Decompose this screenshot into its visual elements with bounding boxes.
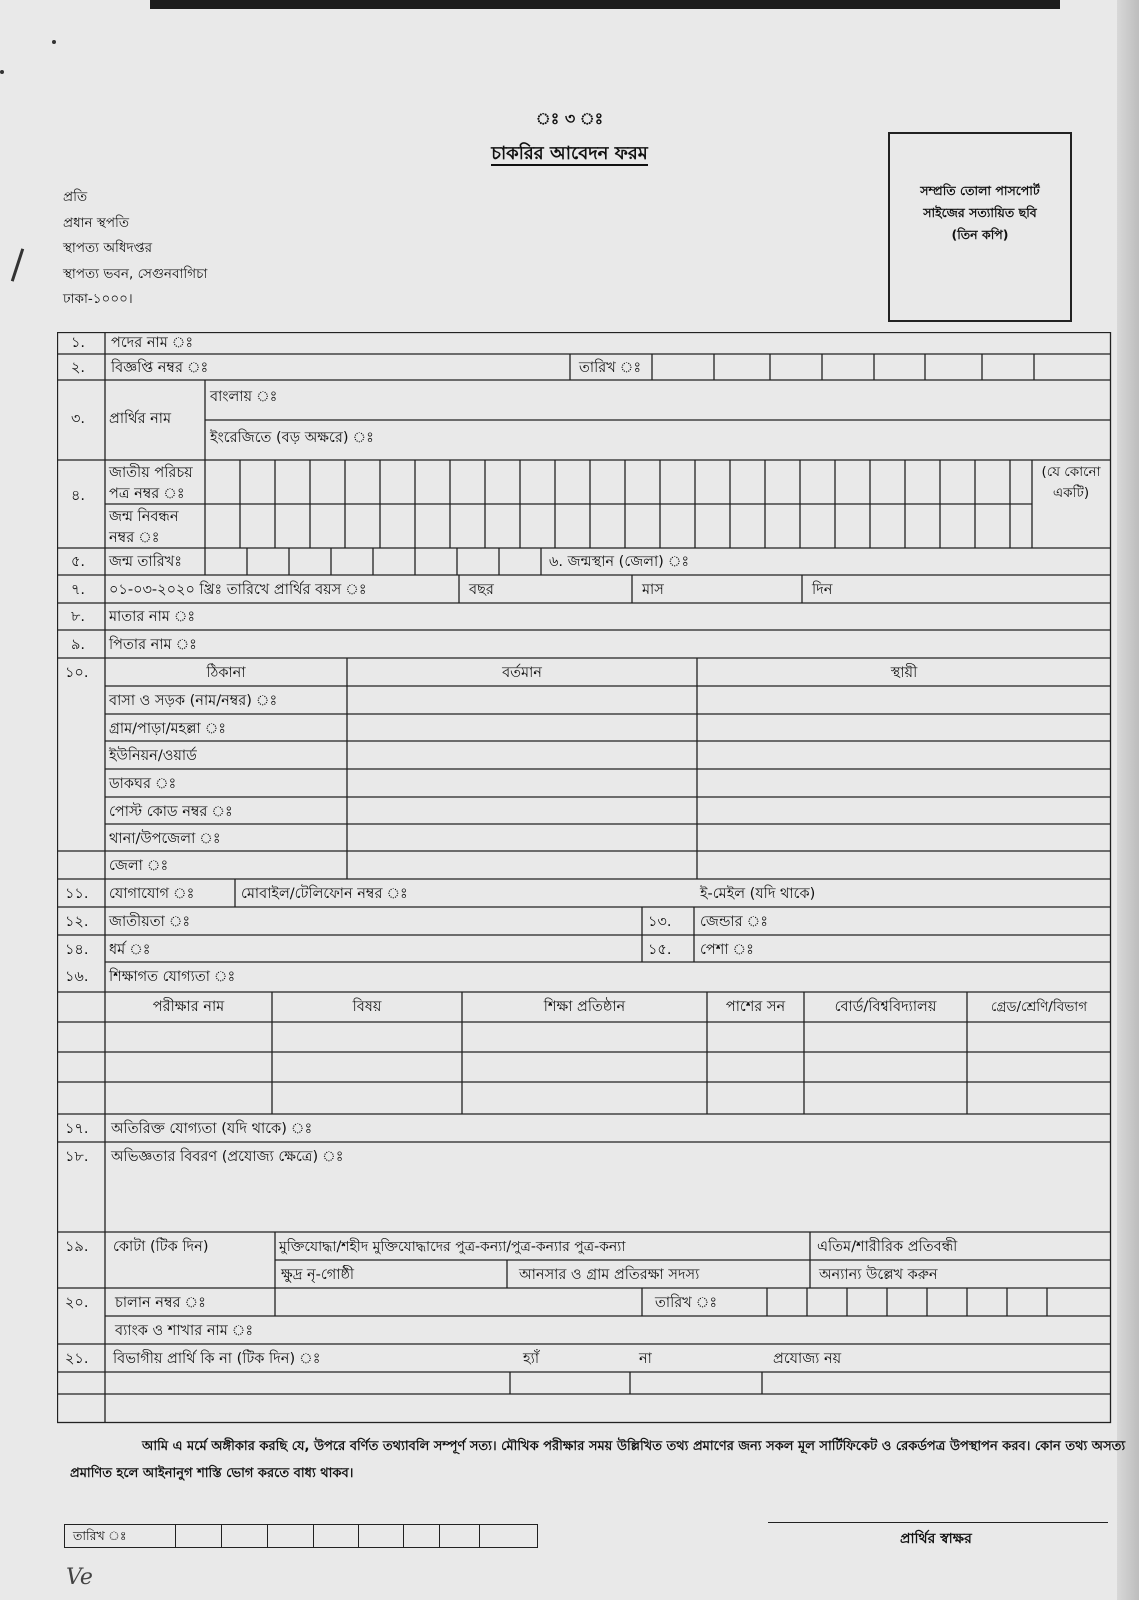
- scan-edge-top: [150, 0, 1060, 9]
- application-form-table: [57, 332, 1112, 1424]
- exam-name-header: পরীক্ষার নাম: [152, 999, 225, 1015]
- address-line: ঢাকা-১০০০।: [63, 291, 133, 307]
- quota-ansar-vdp[interactable]: আনসার ও গ্রাম প্রতিরক্ষা সদস্য: [519, 1267, 700, 1283]
- circular-number-label: বিজ্ঞপ্তি নম্বর ঃ: [111, 360, 209, 376]
- quota-orphan-disabled[interactable]: এতিম/শারীরিক প্রতিবন্ধী: [817, 1239, 958, 1255]
- birth-registration-label: জন্ম নিবন্ধন নম্বর ঃ: [109, 509, 179, 546]
- date-cell: [267, 1525, 268, 1547]
- mother-name-label: মাতার নাম ঃ: [109, 609, 196, 625]
- occupation-label: পেশা ঃ: [700, 942, 754, 958]
- page-number: ঃ ৩ ঃ: [535, 109, 604, 128]
- email-label: ই-মেইল (যদি থাকে): [700, 886, 816, 902]
- row-number: ১২.: [65, 914, 89, 930]
- either-one-note: (যে কোনো একটি): [1041, 464, 1101, 501]
- date-cell: [358, 1525, 359, 1547]
- age-label: ০১-০৩-২০২০ খ্রিঃ তারিখে প্রার্থির বয়স ঃ: [109, 582, 367, 598]
- quota-ethnic-minority[interactable]: ক্ষুদ্র নৃ-গোষ্ঠী: [281, 1267, 355, 1283]
- board-header: বোর্ড/বিশ্ববিদ্যালয়: [834, 999, 937, 1015]
- quota-label: কোটা (টিক দিন): [113, 1239, 209, 1255]
- religion-label: ধর্ম ঃ: [109, 942, 151, 958]
- row-number: ৫.: [71, 554, 86, 570]
- option-no[interactable]: না: [639, 1351, 652, 1367]
- scan-speck: [52, 40, 56, 44]
- row-number: ১৮.: [65, 1149, 89, 1165]
- row-number: ২.: [71, 360, 86, 376]
- name-english-label: ইংরেজিতে (বড় অক্ষরে) ঃ: [210, 430, 374, 446]
- date-field[interactable]: [64, 1524, 538, 1548]
- contact-label: যোগাযোগ ঃ: [109, 886, 195, 902]
- address-row-label: থানা/উপজেলা ঃ: [109, 831, 221, 847]
- photo-box[interactable]: [888, 132, 1072, 322]
- date-cell: [403, 1525, 404, 1547]
- address-header: ঠিকানা: [206, 665, 246, 681]
- permanent-address-header: স্থায়ী: [890, 665, 918, 681]
- declaration-text: আমি এ মর্মে অঙ্গীকার করছি যে, উপরে বর্ণিত তথ্যাবলি সম্পূর্ণ সত্য। মৌখিক পরীক্ষার সময় উল্লিখিত তথ্য প্রমাণের জন্য সকল মূল সার্টিফিকেট ও রেকর্ডপত্র উপস্থাপন করব। কোন তথ্য অসত্য প্রমাণিত হলে আইনানুগ শাস্তি ভোগ করতে বাধ্য থাকব।: [70, 1439, 1126, 1481]
- row-number: ১৫.: [648, 942, 672, 958]
- date-cell: [439, 1525, 440, 1547]
- address-row-label: জেলা ঃ: [109, 858, 169, 874]
- row-number: ৯.: [71, 637, 86, 653]
- row-number: ১.: [71, 335, 86, 351]
- age-day-label: দিন: [812, 582, 833, 598]
- address-line: স্থাপত্য অধিদপ্তর: [63, 240, 153, 256]
- signature-line[interactable]: [768, 1522, 1108, 1523]
- age-year-label: বছর: [469, 582, 494, 598]
- row-number: ১৩.: [648, 914, 672, 930]
- circular-date-label: তারিখ ঃ: [579, 360, 642, 376]
- gender-label: জেন্ডার ঃ: [700, 914, 768, 930]
- date-cell: [221, 1525, 222, 1547]
- address-row-label: পোস্ট কোড নম্বর ঃ: [109, 804, 233, 820]
- father-name-label: পিতার নাম ঃ: [109, 637, 197, 653]
- row-number: ৪.: [71, 488, 86, 504]
- subject-header: বিষয়: [352, 999, 382, 1015]
- departmental-candidate-label: বিভাগীয় প্রার্থি কি না (টিক দিন) ঃ: [113, 1351, 321, 1367]
- row-number: ১৭.: [65, 1121, 89, 1137]
- address-row-label: ইউনিয়ন/ওয়ার্ড: [109, 748, 197, 764]
- option-not-applicable[interactable]: প্রযোজ্য নয়: [773, 1351, 842, 1367]
- challan-date-label: তারিখ ঃ: [655, 1295, 718, 1311]
- scan-mark: [11, 248, 24, 281]
- education-label: শিক্ষাগত যোগ্যতা ঃ: [109, 969, 236, 985]
- row-number: ৩.: [71, 411, 86, 427]
- experience-label: অভিজ্ঞতার বিবরণ (প্রযোজ্য ক্ষেত্রে) ঃ: [111, 1149, 344, 1165]
- post-name-label: পদের নাম ঃ: [111, 335, 194, 351]
- row-number: ১৯.: [65, 1239, 89, 1255]
- present-address-header: বর্তমান: [502, 665, 542, 681]
- photo-instruction: (তিন কপি): [951, 227, 1009, 242]
- institution-header: শিক্ষা প্রতিষ্ঠান: [543, 999, 626, 1015]
- applicant-name-label: প্রার্থির নাম: [109, 411, 172, 427]
- row-number: ১১.: [65, 886, 89, 902]
- address-row-label: গ্রাম/পাড়া/মহল্লা ঃ: [109, 721, 227, 737]
- address-line: প্রতি: [63, 189, 88, 205]
- nationality-label: জাতীয়তা ঃ: [109, 914, 191, 930]
- row-number: ২১.: [65, 1351, 89, 1367]
- address-line: স্থাপত্য ভবন, সেগুনবাগিচা: [63, 265, 208, 282]
- row-number: ৭.: [71, 582, 86, 598]
- mobile-label: মোবাইল/টেলিফোন নম্বর ঃ: [241, 886, 408, 902]
- row-number: ১৪.: [65, 942, 89, 958]
- challan-number-label: চালান নম্বর ঃ: [115, 1295, 206, 1311]
- date-cell: [479, 1525, 480, 1547]
- photo-instruction: সম্প্রতি তোলা পাসপোর্ট: [920, 183, 1040, 198]
- additional-qualification-label: অতিরিক্ত যোগ্যতা (যদি থাকে) ঃ: [111, 1121, 313, 1137]
- grade-header: গ্রেড/শ্রেণি/বিভাগ: [990, 999, 1088, 1015]
- row-number: ২০.: [65, 1295, 89, 1311]
- quota-freedom-fighter[interactable]: মুক্তিযোদ্ধা/শহীদ মুক্তিযোদ্ধাদের পুত্র-কন্যা/পুত্র-কন্যার পুত্র-কন্যা: [279, 1239, 626, 1255]
- row-number: ৮.: [71, 609, 86, 625]
- address-row-label: ডাকঘর ঃ: [109, 776, 177, 792]
- signature-label: প্রার্থির স্বাক্ষর: [900, 1531, 972, 1547]
- option-yes[interactable]: হ্যাঁ: [523, 1351, 540, 1367]
- birth-place-label: ৬. জন্মস্থান (জেলা) ঃ: [549, 554, 690, 570]
- photo-instruction: সাইজের সত্যায়িত ছবি: [923, 205, 1037, 220]
- date-cell: [313, 1525, 314, 1547]
- bank-branch-label: ব্যাংক ও শাখার নাম ঃ: [115, 1323, 254, 1339]
- scan-speck: [0, 70, 4, 74]
- scan-edge-right: [1117, 0, 1139, 1600]
- date-cell: [175, 1525, 176, 1547]
- address-line: প্রধান স্থপতি: [63, 214, 129, 231]
- quota-other[interactable]: অন্যান্য উল্লেখ করুন: [819, 1267, 938, 1283]
- row-number: ১০.: [65, 665, 89, 681]
- form-grid-lines: [57, 332, 1112, 1424]
- row-number: ১৬.: [65, 969, 89, 985]
- age-month-label: মাস: [642, 582, 664, 598]
- form-title: চাকরির আবেদন ফরম: [491, 143, 648, 164]
- address-row-label: বাসা ও সড়ক (নাম/নম্বর) ঃ: [109, 693, 278, 709]
- name-bangla-label: বাংলায় ঃ: [210, 389, 278, 405]
- nid-label: জাতীয় পরিচয় পত্র নম্বর ঃ: [109, 465, 193, 502]
- passing-year-header: পাশের সন: [725, 999, 786, 1015]
- birth-date-label: জন্ম তারিখঃ: [109, 554, 183, 570]
- recipient-address: [63, 185, 207, 313]
- date-label: তারিখ ঃ: [73, 1528, 127, 1543]
- handwritten-mark: Ve: [66, 1565, 93, 1590]
